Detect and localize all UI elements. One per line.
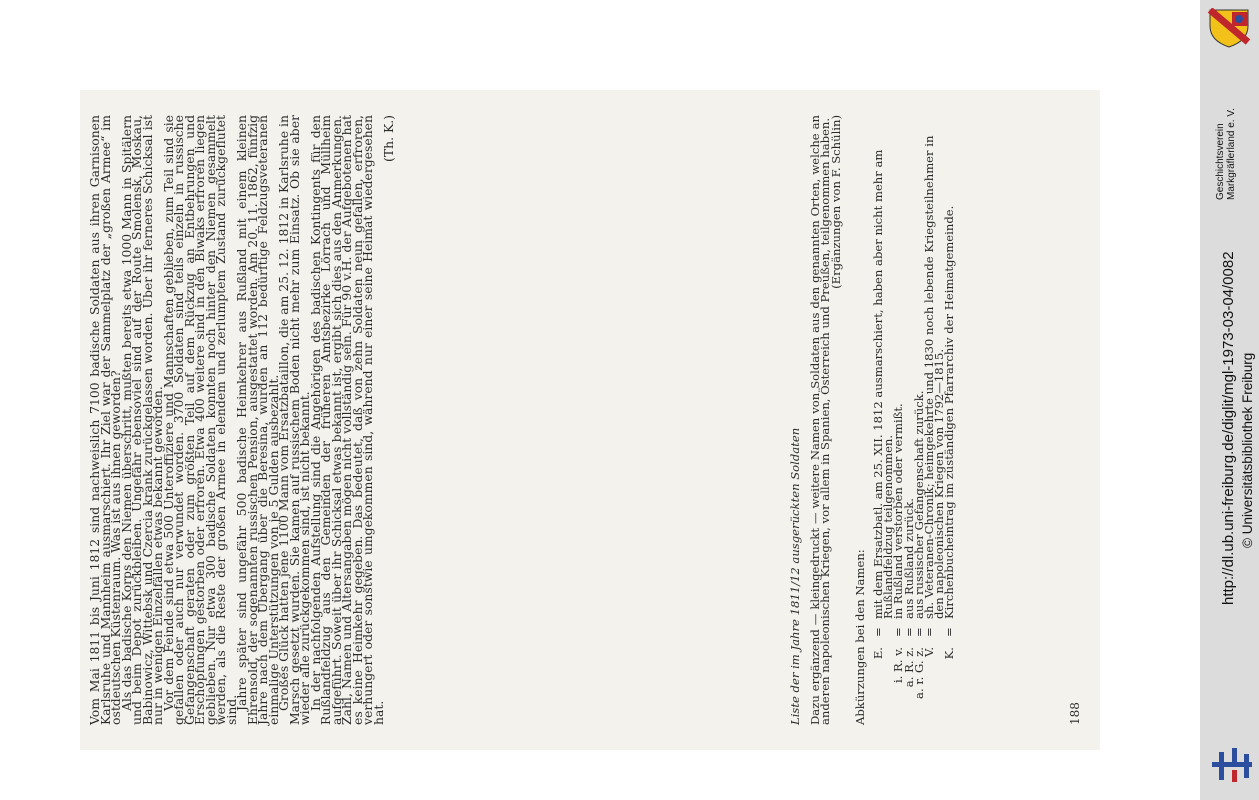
abbr-code: K. — [942, 647, 957, 660]
paragraph: Jahre später sind ungefähr 500 badische Heimkehrer aus Rußland mit einem kleinen Ehrensold, der sogenannten russischen Pension, ausgestattet worden. Am 20. 11. 1862, fünfzig Jahre nach dem Übergang über die Beresina, wurden an 112 bedürftige Feldzugsveteranen einmalige Unterstützungen von je 5 Gulden ausbezahlt. — [234, 115, 281, 725]
abbr-def: sh. Veteranen-Chronik; heimgekehrte und 1830 noch lebende Kriegsteilnehmer in den napoleonischen Kriegen von 1792—1815. — [922, 135, 947, 619]
abbr-eq: = — [911, 627, 926, 637]
abbr-def: aus russischer Gefangenschaft zurück. — [911, 390, 926, 619]
abbr-code: a. r. G. z. — [911, 647, 926, 699]
abbr-eq: = — [942, 627, 957, 637]
abbr-def: aus Rußland zurück. — [901, 498, 916, 619]
paragraph: Vom Mai 1811 bis Juni 1812 sind nachweislich 7100 badische Soldaten aus ihren Garnisonen Karlsruhe und Mannheim ausmarschiert. Ihr Ziel war der Sammelplatz der „großen Armee“ im ostdeutschen Küstenraum. Was ist aus ihnen geworden? — [87, 115, 123, 725]
list-section — [790, 115, 955, 725]
abbreviation-row — [871, 115, 896, 725]
abbr-eq: = — [922, 627, 937, 637]
society-line: Markgräflerland e. V. — [1226, 108, 1237, 200]
society-name — [1215, 108, 1237, 200]
page-number: 188 — [1068, 702, 1082, 725]
abbr-eq: = — [901, 627, 916, 637]
page-content — [87, 75, 1090, 725]
list-title: Liste der im Jahre 1811/12 ausgerückten Soldaten — [788, 427, 802, 725]
document-url[interactable]: http://dl.ub.uni-freiburg.de/diglit/mgl-1973-03-04/0082 — [1220, 251, 1237, 605]
university-library-logo[interactable] — [1210, 748, 1254, 784]
society-line: Geschichtsverein — [1215, 123, 1226, 200]
paragraph: Vor dem Feinde sind etwa 500 Unteroffiziere und Mannschaften geblieben, zum Teil sind sie gefallen oder auch nur verwundet worden. 3700 Soldaten sind teils einzeln in russische Gefangenschaft geraten oder zum größten Teil auf dem Rückzug an Entbehrungen und Erschöpfungen gestorben oder erfroren. Etwa 400 weitere sind in den Biwaks erfroren liegen geblieben. Nur etwa 300 badische Soldaten konnten noch hinter den Niemen gesammelt werden, als die Reste der großen Armee in elendem und zerlumptem Zustand zurückgeflutet sind. — [160, 115, 239, 725]
abbr-eq: = — [891, 627, 906, 637]
abbreviations-heading: Abkürzungen bei den Namen: — [852, 549, 867, 725]
abbr-code: E. — [871, 647, 886, 660]
abbr-def: mit dem Ersatzbatl. am 25. XII. 1812 ausmarschiert, haben aber nicht mehr am Rußlandfeldzug teilgenommen. — [871, 149, 896, 619]
copyright-notice: © Universitätsbibliothek Freiburg — [1240, 352, 1255, 548]
list-intro: Dazu ergänzend — kleingedruckt — weitere Namen von Soldaten aus den genannten Orten, welche an anderen napoleonischen Kriegen, vor allem in Spanien, Österreich und Preußen, teilgenommen haben. — [808, 115, 833, 725]
abbreviation-row — [922, 115, 947, 725]
abbr-eq: = — [871, 627, 886, 637]
paragraph: In der nachfolgenden Aufstellung sind die Angehörigen des badischen Kontingents für den Rußlandfeldzug aus den Gemeinden der früheren Amtsbezirke Lörrach und Müllheim aufgeführt. Soweit über ihr Schicksal etwas bekannt ist, ergibt sich dies aus den Anmerkungen. Zahl, Namen und Altersangaben mögen nicht vollständig sein. Für 90 v.H. der Aufgebotenen hat es keine Heimkehr gegeben. Das bedeutet, daß von zehn Soldaten neun gefallen, erfroren, verhungert oder sonstwie umgekommen sind, während nur einer seine Heimat wiedergesehen hat. — [307, 115, 386, 725]
main-text — [87, 115, 396, 725]
abbr-def: Kirchenbucheintrag im zuständigen Pfarrarchiv der Heimatgemeinde. — [942, 205, 957, 619]
abbr-code: V. — [922, 647, 937, 658]
list-intro-signature: (Ergänzungen von F. Schülin) — [828, 115, 843, 289]
signature: (Th. K.) — [381, 115, 396, 162]
paragraph: Großes Glück hatten jene 1100 Mann vom Ersatzbataillon, die am 25. 12. 1812 in Karlsruhe in Marsch gesetzt wurden. Sie kamen auf russischem Boden nicht mehr zum Einsatz. Ob sie aber wieder alle zurückgekommen sind, ist nicht bekannt. — [276, 115, 312, 725]
coat-of-arms-logo[interactable] — [1206, 8, 1252, 48]
paragraph: Als das badische Korps den Niemen überschritt, mußten bereits etwa 1000 Mann in Spitälern und beim Depot zurückbleiben. Ungefähr ebensoviel sind auf der Route Smolensk, Moskau, Babinowicz, Wittebsk und Czercia krank zurückgelassen worden. Über ihr ferneres Schicksal ist nur in wenigen Einzelfällen etwas bekannt geworden. — [118, 115, 165, 725]
abbr-code: a. R. z. — [901, 647, 916, 688]
abbr-code: i. R. v. — [891, 647, 906, 684]
abbreviation-row — [942, 115, 957, 725]
abbr-def: in Rußland verstorben oder vermißt. — [891, 403, 906, 619]
